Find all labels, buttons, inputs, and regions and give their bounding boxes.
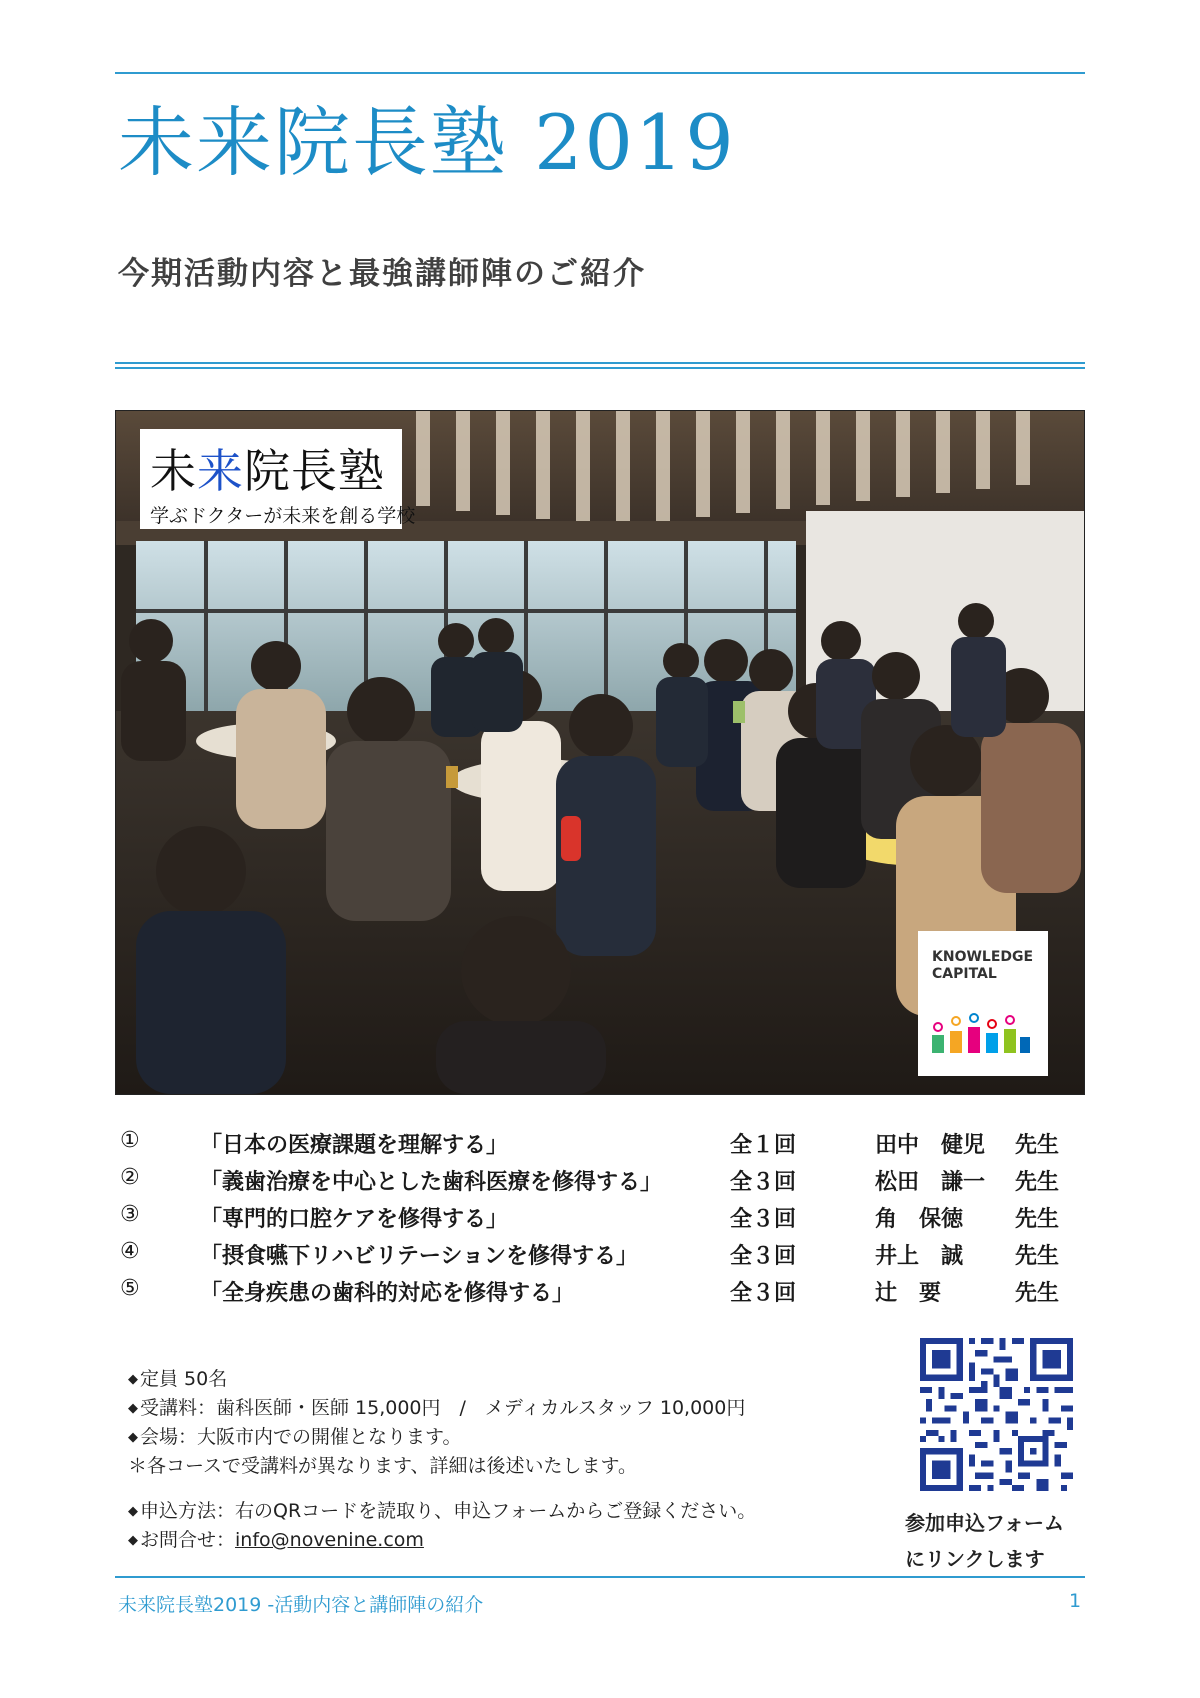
course-number: ①: [120, 1128, 140, 1153]
course-teacher-suffix: 先生: [1015, 1133, 1060, 1158]
course-sessions: 全３回: [730, 1281, 797, 1306]
academy-logo-tagline: 学ぶドクターが未来を創る学校: [150, 505, 416, 527]
course-title: 「摂食嚥下リハビリテーションを修得する」: [200, 1244, 639, 1269]
course-teacher: 辻 要: [875, 1281, 942, 1306]
course-list: [120, 1128, 1090, 1313]
course-teacher: 松田 謙一: [875, 1170, 986, 1195]
page-title: 未来院長塾 2019: [118, 98, 736, 187]
contact-line: [128, 1526, 756, 1555]
contact-label: お問合せ：: [140, 1529, 236, 1551]
course-title: 「日本の医療課題を理解する」: [200, 1133, 509, 1158]
course-row-2: [120, 1165, 1090, 1202]
course-number: ⑤: [120, 1276, 140, 1301]
course-sessions: 全１回: [730, 1133, 797, 1158]
course-teacher: 角 保徳: [875, 1207, 964, 1232]
note-line: [128, 1452, 756, 1481]
diamond-bullet-icon: ◆: [128, 1533, 138, 1548]
qr-caption-line-1: 参加申込フォーム: [905, 1511, 1064, 1535]
course-title: 「全身疾患の歯科的対応を修得する」: [200, 1281, 575, 1306]
venue-text: 会場：大阪市内での開催となります。: [140, 1426, 462, 1448]
seminar-photo: [115, 410, 1085, 1095]
venue-line: [128, 1423, 756, 1452]
knowledge-capital-badge: [918, 931, 1048, 1076]
fee-line: [128, 1394, 756, 1423]
diamond-bullet-icon: ◆: [128, 1372, 138, 1387]
course-number: ③: [120, 1202, 140, 1227]
page-number: 1: [1069, 1590, 1082, 1612]
course-number: ②: [120, 1165, 140, 1190]
knowledge-capital-logo-icon: [932, 1013, 1032, 1055]
course-teacher: 田中 健児: [875, 1133, 986, 1158]
course-title: 「義歯治療を中心とした歯科医療を修得する」: [200, 1170, 663, 1195]
course-teacher-suffix: 先生: [1015, 1170, 1060, 1195]
footer-rule: [115, 1576, 1085, 1578]
course-row-4: [120, 1239, 1090, 1276]
note-text: ＊各コースで受講料が異なります、詳細は後述いたします。: [128, 1455, 638, 1477]
diamond-bullet-icon: ◆: [128, 1430, 138, 1445]
academy-logo: [140, 429, 416, 529]
info-spacer: [128, 1481, 756, 1497]
page-subtitle: 今期活動内容と最強講師陣のご紹介: [118, 256, 646, 292]
contact-email-link[interactable]: info@novenine.com: [235, 1529, 424, 1551]
top-rule: [115, 72, 1085, 74]
capacity-line: [128, 1365, 756, 1394]
course-row-3: [120, 1202, 1090, 1239]
course-teacher-suffix: 先生: [1015, 1207, 1060, 1232]
course-title: 「専門的口腔ケアを修得する」: [200, 1207, 509, 1232]
qr-caption-line-2: にリンクします: [905, 1547, 1045, 1571]
course-sessions: 全３回: [730, 1207, 797, 1232]
section-rule: [115, 362, 1085, 364]
apply-line: [128, 1497, 756, 1526]
course-teacher: 井上 誠: [875, 1244, 964, 1269]
knowledge-capital-text: KNOWLEDGE CAPITAL: [932, 949, 1034, 982]
apply-text: 申込方法：右のQRコードを読取り、申込フォームからご登録ください。: [140, 1500, 757, 1522]
capacity-text: 定員 50名: [140, 1368, 228, 1390]
info-section: [128, 1365, 756, 1555]
qr-caption: [905, 1505, 1064, 1577]
diamond-bullet-icon: ◆: [128, 1401, 138, 1416]
course-teacher-suffix: 先生: [1015, 1244, 1060, 1269]
footer-text: 未来院長塾2019 -活動内容と講師陣の紹介: [118, 1594, 484, 1616]
course-number: ④: [120, 1239, 140, 1264]
fee-text: 受講料：歯科医師・医師 15,000円 / メディカルスタッフ 10,000円: [140, 1397, 746, 1419]
qr-code-icon[interactable]: [920, 1338, 1073, 1491]
course-sessions: 全３回: [730, 1244, 797, 1269]
course-teacher-suffix: 先生: [1015, 1281, 1060, 1306]
course-row-5: [120, 1276, 1090, 1313]
section-rule-double: [115, 367, 1085, 369]
academy-logo-title: 未来院長塾: [150, 444, 385, 498]
course-sessions: 全３回: [730, 1170, 797, 1195]
diamond-bullet-icon: ◆: [128, 1504, 138, 1519]
course-row-1: [120, 1128, 1090, 1165]
